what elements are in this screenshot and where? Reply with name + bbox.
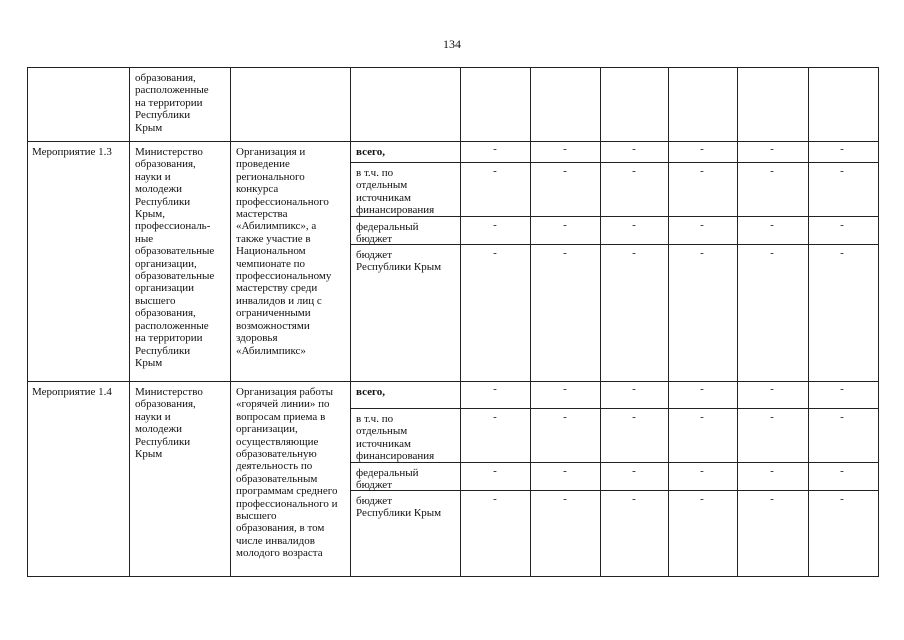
value-cell: - [700,493,704,505]
executor-cell: Министерство образования, науки и молодежи Республики Крым, профессиональ- ные образовательные организации, образовательные организации высшего образования, расположенные на территории Республики Крым [135,146,215,369]
value-cell: - [770,493,774,505]
grid-line [129,67,130,577]
value-cell: - [840,143,844,155]
value-cell: - [493,165,497,177]
value-cell: - [700,143,704,155]
source-label: бюджет Республики Крым [356,495,442,520]
value-cell: - [700,247,704,259]
value-cell: - [840,383,844,395]
source-label: федеральный бюджет [356,467,419,492]
value-cell: - [700,383,704,395]
measure-title: Мероприятие 1.3 [32,146,112,158]
value-cell: - [700,465,704,477]
measure-title: Мероприятие 1.4 [32,386,112,398]
grid-line [27,381,879,382]
grid-line [27,141,879,142]
grid-line [350,162,879,163]
source-label: в т.ч. по отдельным источникам финансирования [356,413,435,463]
value-cell: - [563,165,567,177]
value-cell: - [563,247,567,259]
budget-table [27,67,879,577]
executor-cell: Министерство образования, науки и молодежи Республики Крым [135,386,203,461]
description-cell: Организация работы «горячей линии» по вопросам приема в организации, осуществляющие образовательную деятельность по образовательным программам среднего профессионального и высшего образования, в том числе инвалидов молодого возраста [236,386,338,560]
value-cell: - [770,465,774,477]
value-cell: - [632,383,636,395]
value-cell: - [493,493,497,505]
value-cell: - [493,411,497,423]
value-cell: - [563,411,567,423]
value-cell: - [563,493,567,505]
value-cell: - [840,165,844,177]
value-cell: - [563,465,567,477]
value-cell: - [493,247,497,259]
source-label: федеральный бюджет [356,221,419,246]
value-cell: - [770,411,774,423]
description-cell: Организация и проведение регионального конкурса профессионального мастерства «Абилимпикс», а также участие в Национальном чемпионате по профессиональному мастерству среди инвалидов и лиц с ограниченными возможностями здоровья «Абилимпикс» [236,146,332,357]
value-cell: - [840,219,844,231]
value-cell: - [840,247,844,259]
value-cell: - [770,219,774,231]
executor-cell: образования, расположенные на территории Республики Крым [135,72,209,134]
value-cell: - [563,219,567,231]
value-cell: - [632,493,636,505]
source-label: всего, [356,146,385,158]
value-cell: - [493,383,497,395]
value-cell: - [632,247,636,259]
value-cell: - [632,411,636,423]
grid-line [350,408,879,409]
value-cell: - [632,465,636,477]
value-cell: - [840,465,844,477]
value-cell: - [632,219,636,231]
value-cell: - [700,411,704,423]
value-cell: - [493,143,497,155]
grid-line [668,67,669,577]
grid-line [27,67,879,68]
value-cell: - [563,143,567,155]
value-cell: - [840,493,844,505]
value-cell: - [700,165,704,177]
grid-line [230,67,231,577]
value-cell: - [493,219,497,231]
value-cell: - [770,165,774,177]
grid-line [350,67,351,577]
grid-line [808,67,809,577]
value-cell: - [493,465,497,477]
value-cell: - [632,165,636,177]
value-cell: - [632,143,636,155]
source-label: в т.ч. по отдельным источникам финансирования [356,167,435,217]
value-cell: - [770,383,774,395]
grid-line [460,67,461,577]
grid-line [737,67,738,577]
page-number: 134 [443,37,461,51]
grid-line [878,67,879,577]
grid-line [530,67,531,577]
source-label: всего, [356,386,385,398]
value-cell: - [563,383,567,395]
value-cell: - [770,247,774,259]
source-label: бюджет Республики Крым [356,249,442,274]
value-cell: - [770,143,774,155]
grid-line [600,67,601,577]
grid-line [27,576,879,577]
grid-line [27,67,28,577]
value-cell: - [700,219,704,231]
value-cell: - [840,411,844,423]
